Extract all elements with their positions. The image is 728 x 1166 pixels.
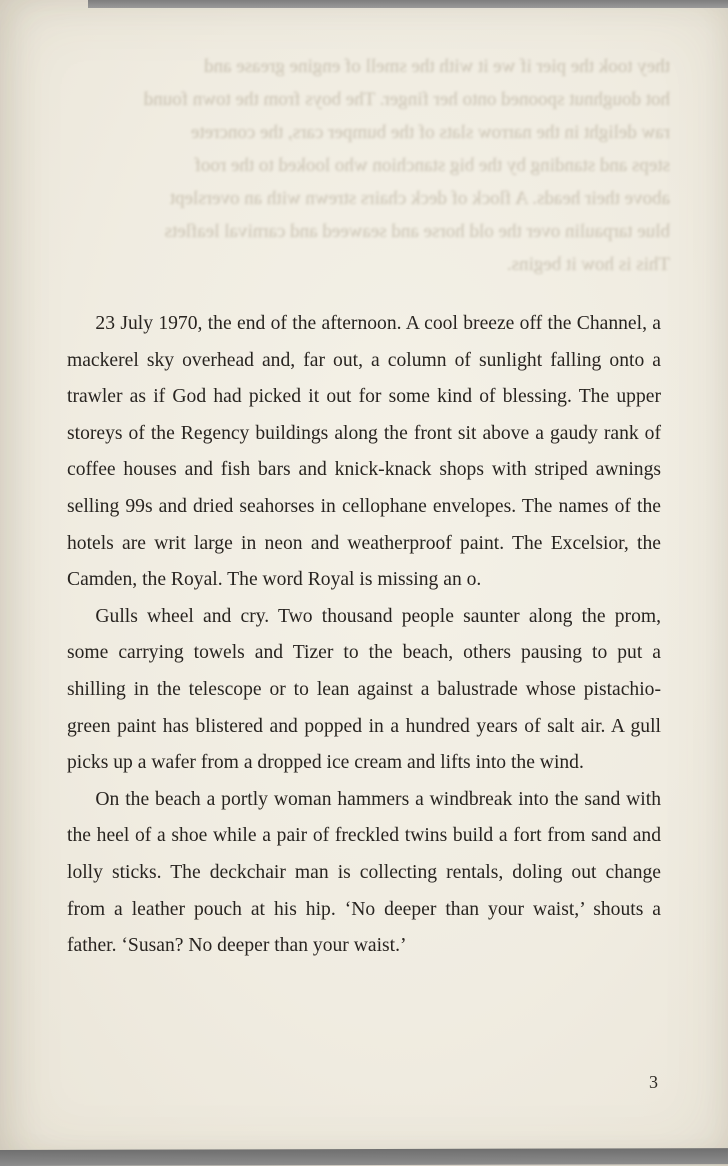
page-text bbox=[67, 306, 661, 965]
ghost-line: This is how it begins. bbox=[506, 254, 670, 275]
ghost-line: steps and standing by the big stanchion who looked to the roof bbox=[194, 155, 670, 176]
ghost-line: they took the pier if we it with the smell of engine grease and bbox=[204, 56, 670, 77]
ghost-line: hot doughnut spooned onto her finger. The boys from the town found bbox=[143, 89, 670, 110]
page-number: 3 bbox=[649, 1072, 658, 1092]
ghost-line: above their heads. A flock of deck chairs strewn with an overslept bbox=[169, 188, 670, 209]
page-showthrough bbox=[58, 50, 670, 281]
scan-edge-bottom bbox=[0, 1148, 728, 1166]
scan-edge-top bbox=[88, 0, 728, 8]
ghost-line: blue tarpaulin over the old horse and seaweed and carnival leaflets bbox=[164, 221, 670, 242]
paragraph: 23 July 1970, the end of the afternoon. A cool breeze off the Channel, a mackerel sky overhead and, far out, a column of sunlight falling onto a trawler as if God had picked it out for some kind of blessing. The upper storeys of the Regency buildings along the front sit above a gaudy rank of coffee houses and fish bars and knick-knack shops with striped awnings selling 99s and dried seahorses in cellophane envelopes. The names of the hotels are writ large in neon and weatherproof paint. The Excelsior, the Camden, the Royal. The word Royal is missing an o. bbox=[67, 313, 661, 591]
paragraph: Gulls wheel and cry. Two thousand people saunter along the prom, some carrying towels and Tizer to the beach, others pausing to put a shilling in the telescope or to lean against a balustrade whose pistachio-green paint has blistered and popped in a hundred years of salt air. A gull picks up a wafer from a dropped ice cream and lifts into the wind. bbox=[67, 605, 661, 774]
paragraph: On the beach a portly woman hammers a windbreak into the sand with the heel of a shoe while a pair of freckled twins build a fort from sand and lolly sticks. The deckchair man is collecting rentals, doling out change from a leather pouch at his hip. ‘No deeper than your waist,’ shouts a father. ‘Susan? No deeper than your waist.’ bbox=[67, 788, 661, 957]
ghost-line: raw delight in the narrow slats of the bumper cars, the concrete bbox=[190, 122, 670, 143]
